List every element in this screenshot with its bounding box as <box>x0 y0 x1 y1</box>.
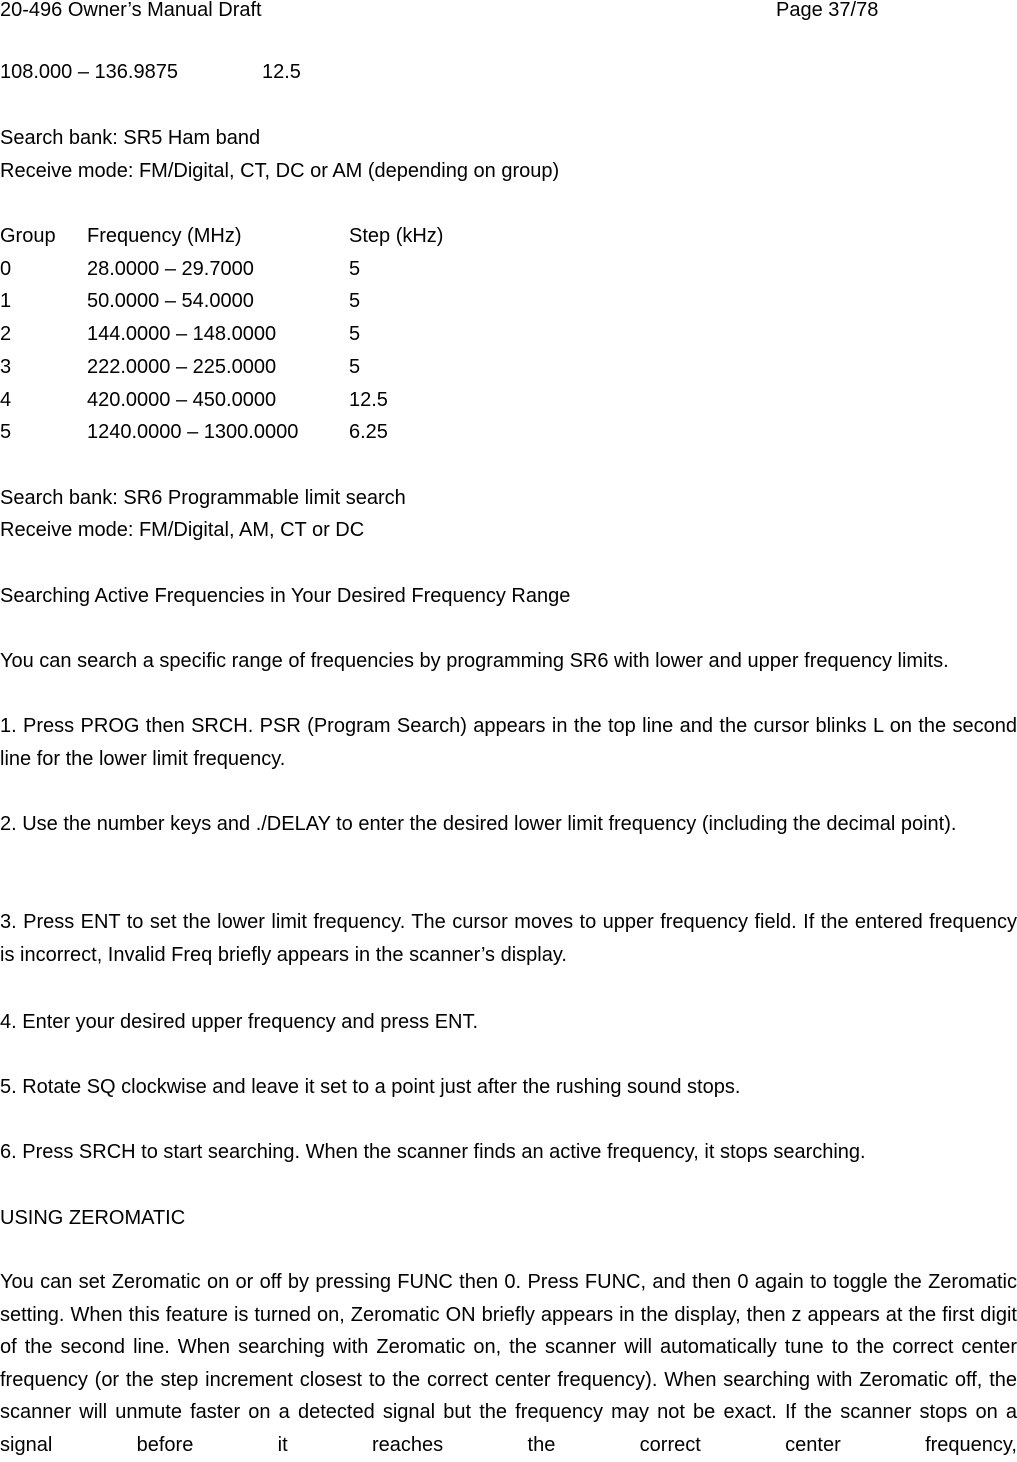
cell-frequency: 222.0000 – 225.0000 <box>87 356 277 378</box>
zeromatic-heading: USING ZEROMATIC <box>0 1207 186 1229</box>
intro-paragraph: You can search a specific range of frequencies by programming SR6 with lower and upper frequency limits. <box>0 650 949 672</box>
airband-range: 108.000 – 136.9875 <box>0 61 178 83</box>
cell-step: 5 <box>349 323 361 345</box>
document-title: 20-496 Owner’s Manual Draft <box>0 0 262 21</box>
cell-frequency: 28.0000 – 29.7000 <box>87 258 254 280</box>
sr6-bank-label: Search bank: SR6 Programmable limit search <box>0 487 406 509</box>
cell-frequency: 420.0000 – 450.0000 <box>87 389 277 411</box>
header-frequency: Frequency (MHz) <box>87 225 242 247</box>
zeromatic-paragraph: You can set Zeromatic on or off by pressing FUNC then 0. Press FUNC, and then 0 again to toggle the Zeromatic setting. When this feature is turned on, Zeromatic ON briefly appears in the display, then z appears at the first digit of the second line. When searching with Zeromatic on, the scanner will automatically tune to the correct center frequency (or the step increment closest to the correct center frequency). When searching with Zeromatic off, the scanner will unmute faster on a detected signal but the frequency may not be exact. If the scanner stops on a signal before it reaches the correct center frequency, <box>0 1271 1017 1456</box>
step-paragraph: 6. Press SRCH to start searching. When the scanner finds an active frequency, it stops searching. <box>0 1141 866 1163</box>
cell-step: 12.5 <box>349 389 388 411</box>
cell-step: 5 <box>349 258 361 280</box>
cell-group: 4 <box>0 389 12 411</box>
cell-group: 3 <box>0 356 12 378</box>
header-step: Step (kHz) <box>349 225 444 247</box>
sr5-mode-label: Receive mode: FM/Digital, CT, DC or AM (depending on group) <box>0 160 560 182</box>
airband-step: 12.5 <box>262 61 301 83</box>
step-paragraph: 3. Press ENT to set the lower limit frequency. The cursor moves to upper frequency field. If the entered frequency is incorrect, Invalid Freq briefly appears in the scanner’s display. <box>0 911 1017 966</box>
step-paragraph: 2. Use the number keys and ./DELAY to enter the desired lower limit frequency (including the decimal point). <box>0 813 957 835</box>
page-number: Page 37/78 <box>776 0 879 21</box>
cell-frequency: 50.0000 – 54.0000 <box>87 290 254 312</box>
cell-frequency: 1240.0000 – 1300.0000 <box>87 421 299 443</box>
cell-group: 5 <box>0 421 12 443</box>
cell-group: 1 <box>0 290 12 312</box>
sr6-mode-label: Receive mode: FM/Digital, AM, CT or DC <box>0 519 365 541</box>
cell-step: 5 <box>349 290 361 312</box>
sr5-bank-label: Search bank: SR5 Ham band <box>0 127 261 149</box>
cell-step: 5 <box>349 356 361 378</box>
cell-frequency: 144.0000 – 148.0000 <box>87 323 277 345</box>
cell-group: 2 <box>0 323 12 345</box>
step-paragraph: 1. Press PROG then SRCH. PSR (Program Search) appears in the top line and the cursor blinks L on the second line for the lower limit frequency. <box>0 715 1017 770</box>
cell-step: 6.25 <box>349 421 388 443</box>
section-heading: Searching Active Frequencies in Your Desired Frequency Range <box>0 585 571 607</box>
cell-group: 0 <box>0 258 12 280</box>
step-paragraph: 5. Rotate SQ clockwise and leave it set to a point just after the rushing sound stops. <box>0 1076 741 1098</box>
header-group: Group <box>0 225 56 247</box>
step-paragraph: 4. Enter your desired upper frequency and press ENT. <box>0 1011 479 1033</box>
